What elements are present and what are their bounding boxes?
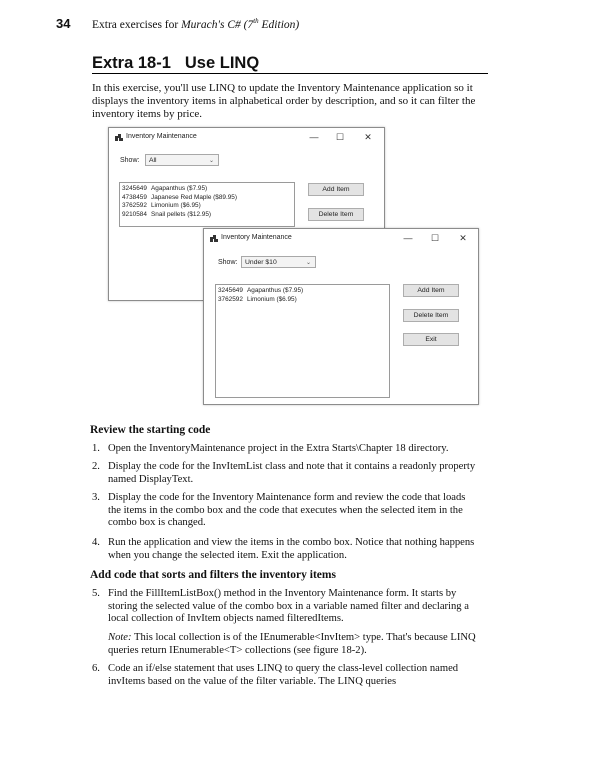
exercise-name: Use LINQ bbox=[184, 54, 260, 72]
list-item[interactable]: 9210584 Snail pellets ($12.95) bbox=[122, 210, 212, 218]
title-rule bbox=[92, 73, 488, 74]
list-item[interactable]: 3245649 Agapanthus ($7.95) bbox=[218, 287, 304, 294]
show-label: Show: bbox=[120, 157, 140, 164]
delete-item-button[interactable]: Delete Item bbox=[403, 309, 459, 322]
list-item[interactable]: 3245649 Agapanthus ($7.95) bbox=[122, 185, 208, 192]
items-listbox[interactable] bbox=[119, 182, 295, 227]
title-bar bbox=[109, 128, 384, 147]
title-bar bbox=[204, 229, 478, 248]
note-text: This local collection is of the IEnumerable<InvItem> type. That's because LINQ queries return IEnumerable<T> collections (see figure 18-2). bbox=[108, 632, 476, 656]
step-1: 1. Open the InventoryMaintenance project in the Extra Starts\Chapter 18 directory. bbox=[92, 443, 449, 454]
minimize-icon[interactable]: — bbox=[403, 233, 413, 243]
show-combo-value: All bbox=[149, 157, 157, 164]
header-book-title: Murach's C# (7 bbox=[181, 18, 254, 31]
app-icon bbox=[210, 235, 218, 242]
show-label: Show: bbox=[218, 259, 238, 266]
note-label: Note: bbox=[108, 632, 132, 643]
chevron-down-icon: ⌄ bbox=[305, 260, 311, 266]
add-item-button[interactable]: Add Item bbox=[403, 284, 459, 297]
inventory-window-filtered bbox=[203, 228, 479, 405]
step-2: 2. Display the code for the InvItemList class and note that it contains a readonly property named DisplayText. bbox=[92, 461, 476, 485]
exit-button[interactable]: Exit bbox=[403, 333, 459, 346]
header-sup: th bbox=[253, 17, 259, 25]
show-combo[interactable] bbox=[145, 154, 219, 166]
running-header bbox=[92, 17, 299, 31]
step-6: 6. Code an if/else statement that uses LINQ to query the class-level collection named invItems based on the value of the filter variable. The LINQ queries bbox=[92, 663, 459, 687]
show-combo[interactable] bbox=[241, 256, 316, 268]
list-item[interactable]: 4738459 Japanese Red Maple ($89.95) bbox=[122, 193, 237, 201]
chevron-down-icon: ⌄ bbox=[208, 158, 214, 164]
section-heading: Add code that sorts and filters the inventory items bbox=[90, 569, 336, 581]
note-paragraph bbox=[108, 632, 478, 657]
step-4: 4. Run the application and view the items in the combo box. Notice that nothing happens when you change the selected item. Exit the application. bbox=[92, 537, 475, 561]
app-icon bbox=[115, 134, 123, 141]
close-icon[interactable]: ✕ bbox=[364, 132, 372, 142]
close-icon[interactable]: ✕ bbox=[459, 233, 467, 243]
maximize-icon[interactable]: ☐ bbox=[430, 233, 440, 243]
exercise-number: Extra 18-1 bbox=[92, 54, 171, 72]
list-item[interactable]: 3762592 Limonium ($6.95) bbox=[218, 295, 297, 303]
section-heading: Review the starting code bbox=[90, 424, 211, 436]
show-combo-value: Under $10 bbox=[245, 259, 277, 266]
list-item[interactable]: 3762592 Limonium ($6.95) bbox=[122, 202, 201, 210]
step-3: 3. Display the code for the Inventory Maintenance form and review the code that loads the items in the combo box and the code that executes when the selected item in the combo box is changed. bbox=[92, 492, 466, 529]
header-prefix: Extra exercises for bbox=[92, 18, 182, 31]
add-item-button[interactable]: Add Item bbox=[308, 183, 364, 196]
header-suffix: Edition) bbox=[258, 18, 300, 31]
window-title: Inventory Maintenance bbox=[126, 133, 197, 140]
items-listbox[interactable] bbox=[215, 284, 390, 398]
window-title: Inventory Maintenance bbox=[221, 234, 292, 241]
page-number: 34 bbox=[56, 16, 71, 31]
maximize-icon[interactable]: ☐ bbox=[335, 132, 345, 142]
minimize-icon[interactable]: — bbox=[309, 132, 319, 142]
intro-paragraph: In this exercise, you'll use LINQ to update the Inventory Maintenance application so it displays the inventory items in alphabetical order by description, and so it can filter the inventory items by price. bbox=[92, 82, 476, 120]
step-5: 5. Find the FillItemListBox() method in the Inventory Maintenance form. It starts by storing the selected value of the combo box in a variable named filter and declaring a local collection of InvItem objects named filteredItems. bbox=[92, 588, 469, 625]
delete-item-button[interactable]: Delete Item bbox=[308, 208, 364, 221]
exercise-title bbox=[92, 54, 259, 73]
